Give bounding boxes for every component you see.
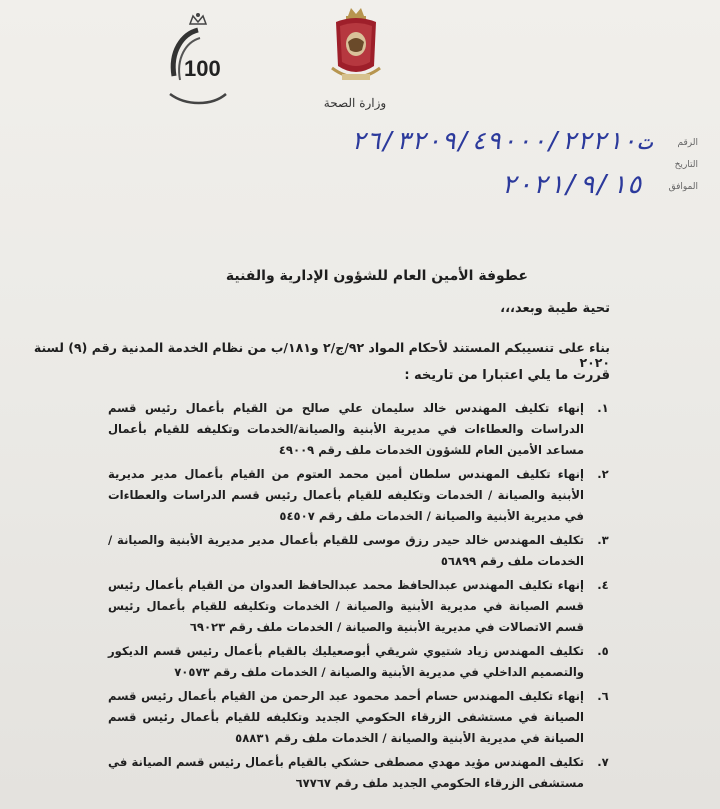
list-item [108,575,618,638]
item-number: ٥. [597,644,609,658]
svg-text:100: 100 [184,56,221,81]
item-text: تكليف المهندس خالد حيدر رزق موسى للقيام بأعمال مدير مديرية الأبنية والصيانة / الخدمات ملف رقم ٥٦٨٩٩ [108,533,584,568]
item-number: ٤. [597,578,609,592]
ref-label: الرقم [677,138,698,148]
item-number: ٢. [597,467,609,481]
item-number: ٦. [597,689,609,703]
corresponds-label: الموافق [668,182,698,192]
decision-line: قررت ما يلي اعتبارا من تاريخه : [404,368,610,383]
item-text: إنهاء تكليف المهندس حسام أحمد محمود عبد الرحمن من القيام بأعمال رئيس قسم الصيانة في مستشفى الزرقاء الحكومي الجديد وتكليفه للقيام بأعمال رئيس قسم الصيانة في مديرية الأبنية والصيانة / الخدمات ملف رقم ٥٨٨٣١ [108,689,584,745]
list-item [108,752,618,794]
item-number: ٣. [597,533,609,547]
item-text: تكليف المهندس مؤيد مهدي مصطفى حشكي بالقيام بأعمال رئيس قسم الصيانة في مستشفى الزرقاء الحكومي الجديد ملف رقم ٦٧٧٦٧ [108,755,584,790]
list-item [108,398,618,461]
item-number: ١. [597,401,609,415]
centennial-logo [160,10,236,110]
intro-paragraph: بناء على تنسيبكم المستند لأحكام المواد ٩٢/ج/٢ و١٨١/ب من نظام الخدمة المدنية رقم (٩) لسنة ٢٠٢٠ [33,340,610,370]
list-item [108,464,618,527]
greeting: تحية طيبة وبعد،،، [500,301,610,316]
item-text: إنهاء تكليف المهندس سلطان أمين محمد العتوم من القيام بأعمال مدير مديرية الأبنية والصيانة / الخدمات وتكليفه للقيام بأعمال رئيس قسم الدراسات والعطاءات في مديرية الأبنية والصيانة / الخدمات ملف رقم ٥٤٥٠٧ [108,467,584,523]
item-text: إنهاء تكليف المهندس عبدالحافظ محمد عبدالحافظ العدوان من القيام بأعمال رئيس قسم الصيانة في مديرية الأبنية والصيانة / الخدمات وتكليفه للقيام بأعمال رئيس قسم الاتصالات في مديرية الأبنية والصيانة / الخدمات ملف رقم ٦٩٠٢٣ [108,578,584,634]
list-item [108,530,618,572]
list-item [108,686,618,749]
handwritten-reference: ت۲٦/۳۲٠٩/٤٩٠٠٠/٢٢٢١٠ [350,126,652,155]
ministry-name: وزارة الصحة [323,96,387,110]
item-text: تكليف المهندس زياد شتيوي شريقي أبوصعيليك بالقيام بأعمال رئيس قسم الديكور والتصميم الداخلي في مديرية الأبنية والصيانة / الخدمات ملف رقم ٧٠٥٧٣ [108,644,584,679]
addressee: عطوفة الأمين العام للشؤون الإدارية والفنية [225,268,528,284]
item-number: ٧. [597,755,609,769]
item-text: إنهاء تكليف المهندس خالد سليمان علي صالح من القيام بأعمال رئيس قسم الدراسات والعطاءات في مديرية الأبنية والصيانة/الخدمات وتكليفه للقيام بأعمال مساعد الأمين العام للشؤون الخدمات ملف رقم ٤٩٠٠٩ [108,401,584,457]
date-label: التاريخ [674,160,698,170]
list-item [108,641,618,683]
jordan-emblem [330,4,382,86]
handwritten-date: ٢٠٢١/٩/١٥ [501,170,642,200]
decision-items-list [108,398,618,797]
